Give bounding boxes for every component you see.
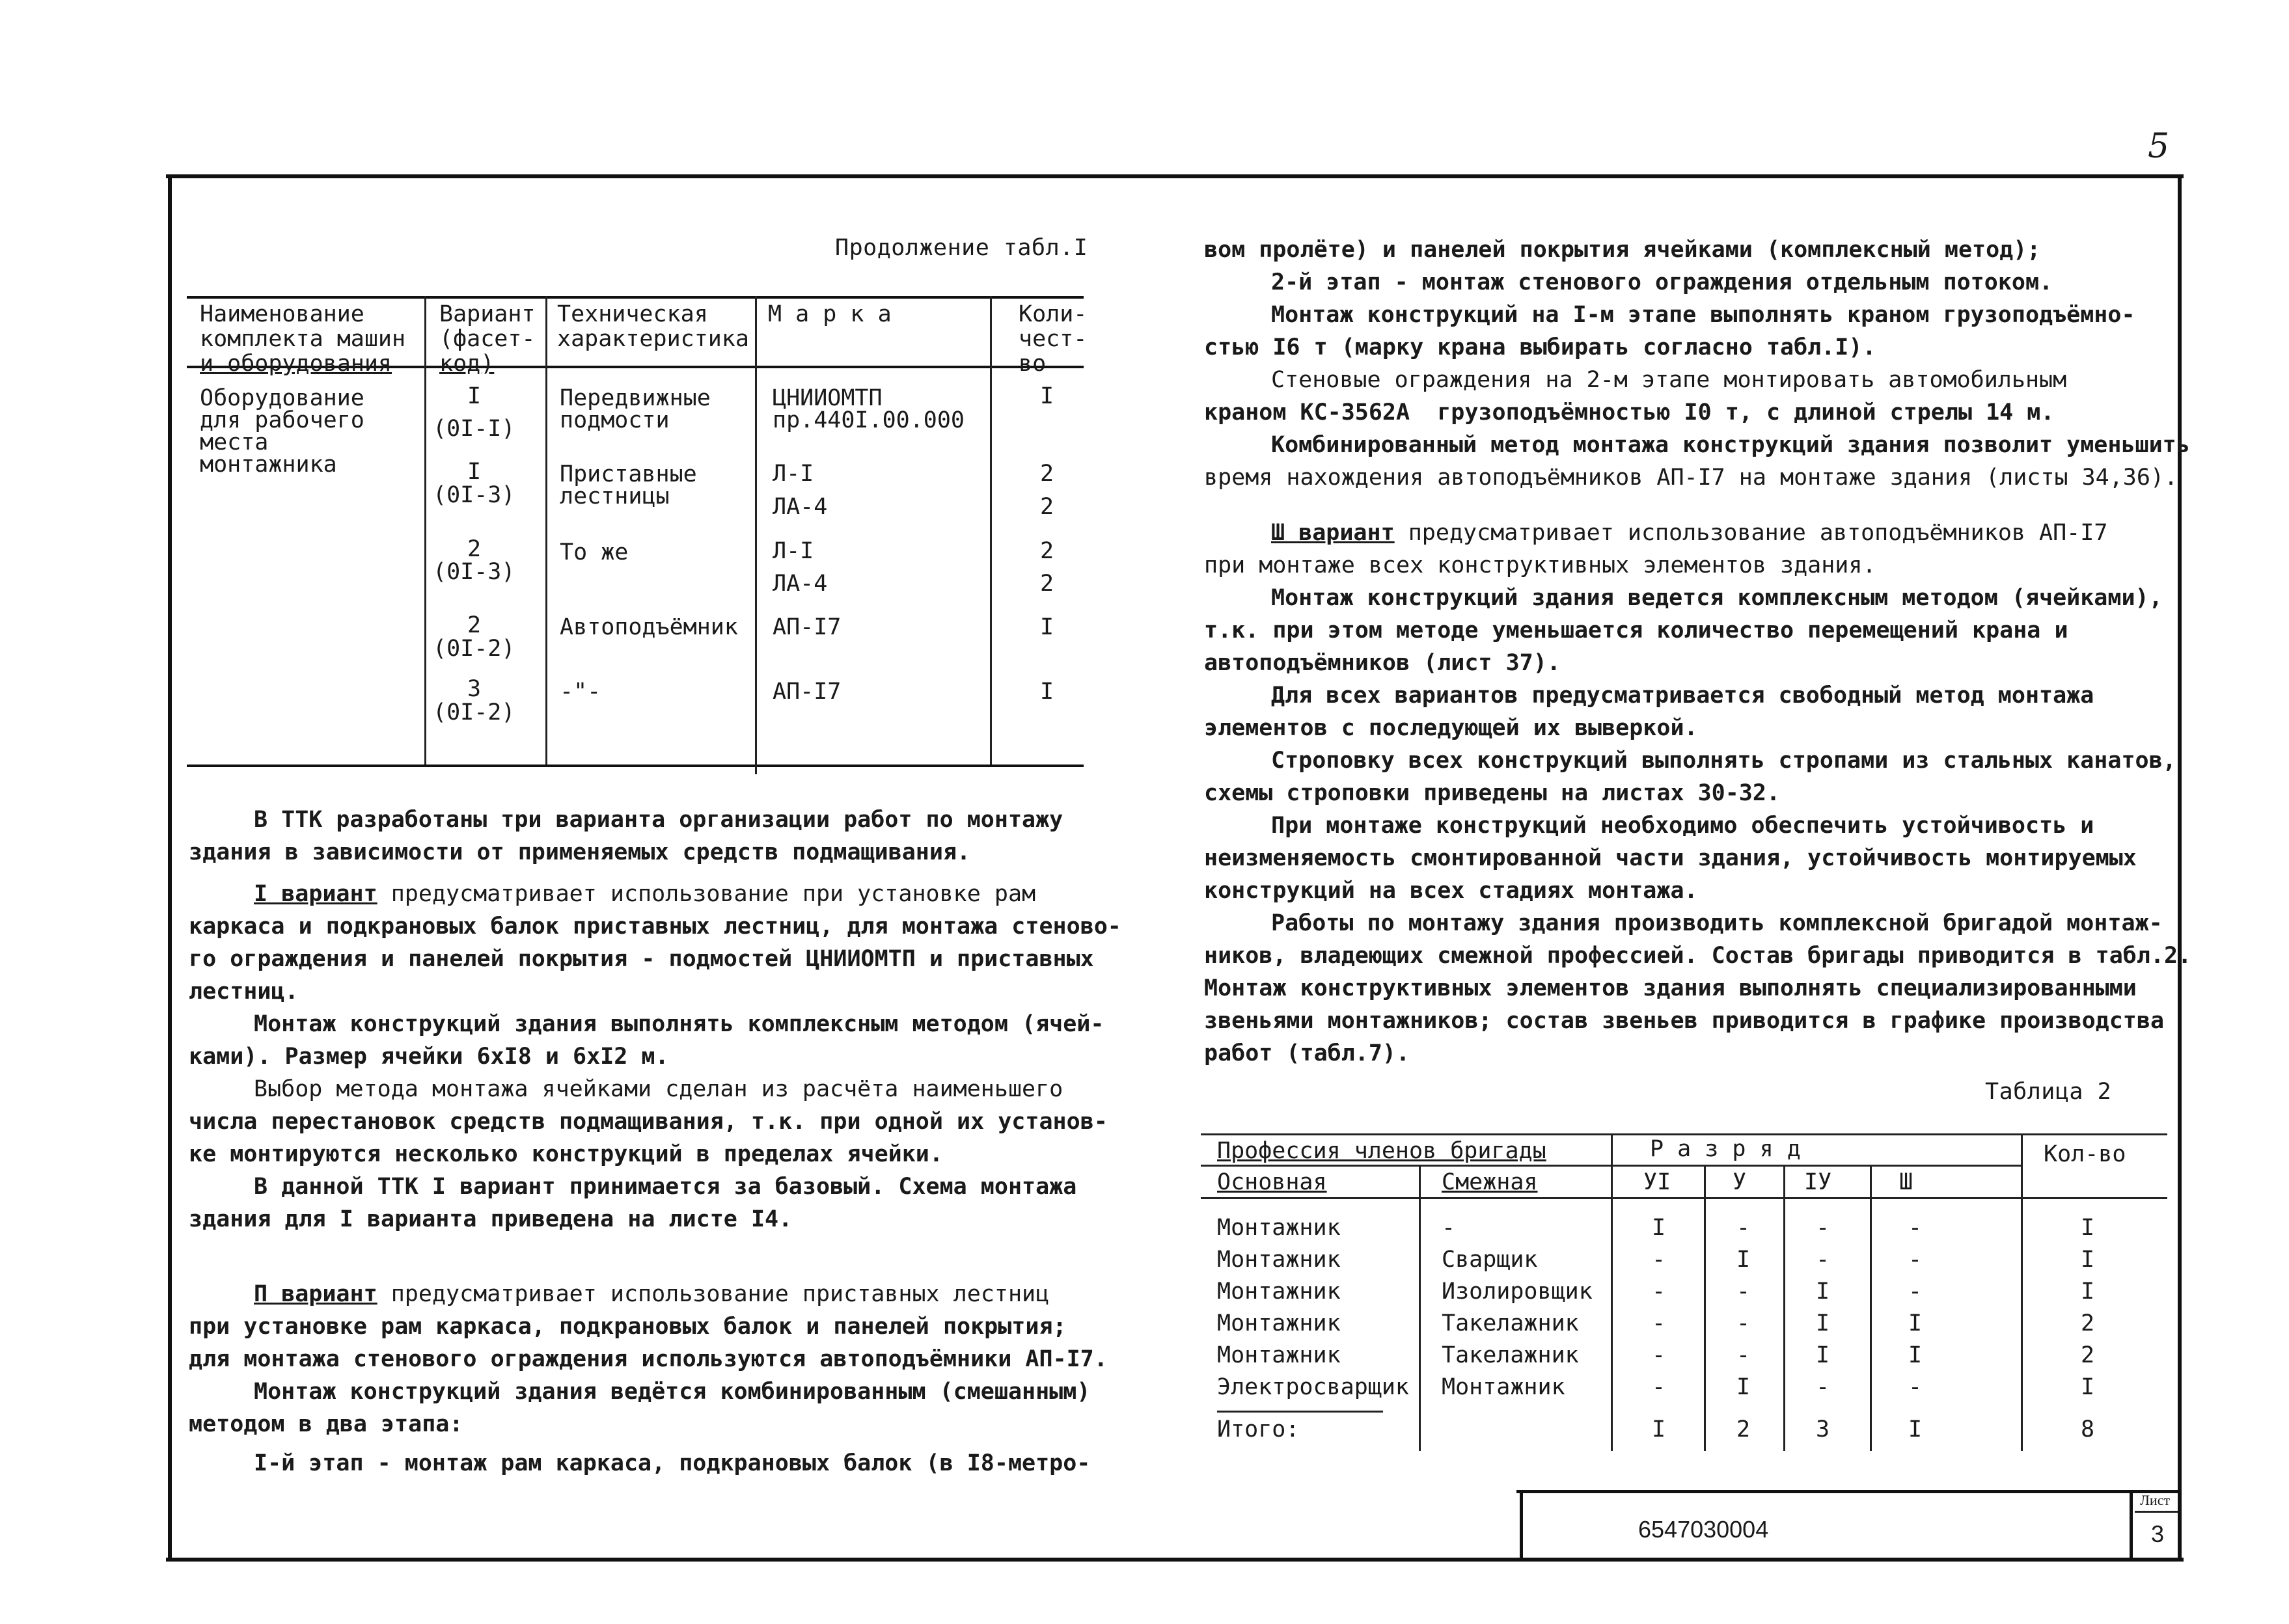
- t1-r2-var-code: (0I-3): [433, 482, 515, 508]
- t2-header-rank: Р а з р я д: [1650, 1136, 1801, 1162]
- t1-header-variant: Вариант (фасет- код): [439, 301, 536, 377]
- right-p1: вом пролёте) и панелей покрытия ячейками (комплексный метод);: [1204, 237, 2041, 263]
- variant3-label: Ш вариант: [1271, 520, 1395, 546]
- right-p5: Комбинированный метод монтажа конструкций здания позволит уменьшить: [1271, 432, 2190, 458]
- t1-r2-mark-1: Л-I: [773, 461, 814, 487]
- t2-header-profession: Профессия членов бригады: [1217, 1138, 1546, 1164]
- sheet-label: Лист: [2140, 1492, 2171, 1508]
- t1-r1-var-top: I: [467, 383, 482, 409]
- table1-caption: Продолжение табл.I: [835, 235, 1088, 261]
- t1-r4-var-code: (0I-2): [433, 636, 515, 662]
- left-p7: Монтаж конструкций здания ведётся комбинированным (смешанным): [254, 1379, 1091, 1405]
- variant2-label: П вариант: [254, 1281, 377, 1307]
- t1-r5-var-code: (0I-2): [433, 699, 515, 725]
- table2-caption: Таблица 2: [1985, 1079, 2112, 1105]
- t1-r2-var-top: I: [467, 459, 482, 485]
- t1-r3-var-top: 2: [467, 536, 482, 562]
- left-p5: В данной ТТК I вариант принимается за базовый. Схема монтажа: [254, 1174, 1077, 1200]
- right-p11: Работы по монтажу здания производить комплексной бригадой монтаж-: [1271, 910, 2163, 936]
- t2-header-rank-6: УI: [1643, 1169, 1671, 1195]
- t1-r4-qty: I: [1040, 614, 1054, 640]
- doc-number: 6547030004: [1638, 1516, 1769, 1543]
- t1-r5-qty: I: [1040, 679, 1054, 705]
- frame-top: [166, 174, 2184, 178]
- t1-r2-tech: Приставные лестницы: [560, 461, 697, 509]
- t2-header-adj: Смежная: [1442, 1169, 1538, 1195]
- sheet-number: 3: [2151, 1521, 2165, 1547]
- t1-r1-tech: Передвижные подмости: [560, 385, 711, 433]
- t1-r1-var-code: (0I-I): [433, 416, 515, 442]
- right-p9: Строповку всех конструкций выполнять стропами из стальных канатов,: [1271, 748, 2176, 774]
- t1-r3-var-code: (0I-3): [433, 559, 515, 585]
- t2-header-qty: Кол-во: [2044, 1141, 2126, 1167]
- t1-r5-var-top: 3: [467, 676, 482, 702]
- left-p8: I-й этап - монтаж рам каркаса, подкрановых балок (в I8-метро-: [254, 1450, 1091, 1476]
- t1-name-cell: Оборудование для рабочего места монтажника: [200, 385, 364, 478]
- t1-header-qty: Коли- чест- во: [1019, 301, 1088, 377]
- t1-r5-tech: -"-: [560, 679, 601, 705]
- t2-header-rank-4: IУ: [1804, 1169, 1832, 1195]
- left-p1: В ТТК разработаны три варианта организации работ по монтажу: [254, 807, 1063, 833]
- frame-right: [2178, 174, 2182, 1560]
- t1-header-tech: Техническая характеристика: [557, 301, 750, 352]
- right-variant3: Ш вариант предусматривает использование автоподъёмников АП-I7: [1271, 520, 2108, 546]
- t2-header-main: Основная: [1217, 1169, 1327, 1195]
- t1-r4-tech: Автоподъёмник: [560, 614, 738, 640]
- left-p3: Монтаж конструкций здания выполнять комплексным методом (ячей-: [254, 1011, 1104, 1037]
- left-variant1: I вариант предусматривает использование при установке рам: [254, 881, 1036, 907]
- right-p3: Монтаж конструкций на I-м этапе выполнять краном грузоподъёмно-: [1271, 302, 2135, 328]
- t1-r3-mark-2: ЛА-4: [773, 571, 828, 597]
- t1-r2-qty-1: 2: [1040, 461, 1054, 487]
- t1-r3-mark-1: Л-I: [773, 538, 814, 564]
- t1-r1-mark: ЦНИИОМТП пр.440I.00.000: [773, 385, 965, 433]
- right-p8: Для всех вариантов предусматривается свободный метод монтажа: [1271, 683, 2094, 709]
- page-number: 5: [2148, 127, 2170, 166]
- t1-r3-qty-2: 2: [1040, 571, 1054, 597]
- t1-r3-qty-1: 2: [1040, 538, 1054, 564]
- right-p4: Стеновые ограждения на 2-м этапе монтировать автомобильным: [1271, 367, 2067, 393]
- t1-r2-mark-2: ЛА-4: [773, 494, 828, 520]
- frame-left: [168, 174, 172, 1560]
- frame-bottom: [166, 1558, 2184, 1562]
- variant1-label: I вариант: [254, 881, 377, 907]
- t1-r4-mark: АП-I7: [773, 614, 842, 640]
- t1-r2-qty-2: 2: [1040, 494, 1054, 520]
- t1-r1-qty: I: [1040, 383, 1054, 409]
- left-p4: Выбор метода монтажа ячейками сделан из расчёта наименьшего: [254, 1076, 1063, 1102]
- t1-header-name: Наименование комплекта машин и оборудования: [200, 301, 406, 377]
- t2-header-rank-3: Ш: [1899, 1169, 1913, 1195]
- t1-r4-var-top: 2: [467, 612, 482, 638]
- t2-header-rank-5: У: [1733, 1169, 1747, 1195]
- right-p7: Монтаж конструкций здания ведется комплексным методом (ячейками),: [1271, 585, 2163, 611]
- left-variant2: П вариант предусматривает использование приставных лестниц: [254, 1281, 1050, 1307]
- t1-r3-tech: То же: [560, 539, 629, 565]
- right-p2: 2-й этап - монтаж стенового ограждения отдельным потоком.: [1271, 269, 2053, 295]
- t1-r5-mark: АП-I7: [773, 679, 842, 705]
- right-p10: При монтаже конструкций необходимо обеспечить устойчивость и: [1271, 813, 2094, 839]
- t1-header-mark: М а р к а: [768, 301, 892, 327]
